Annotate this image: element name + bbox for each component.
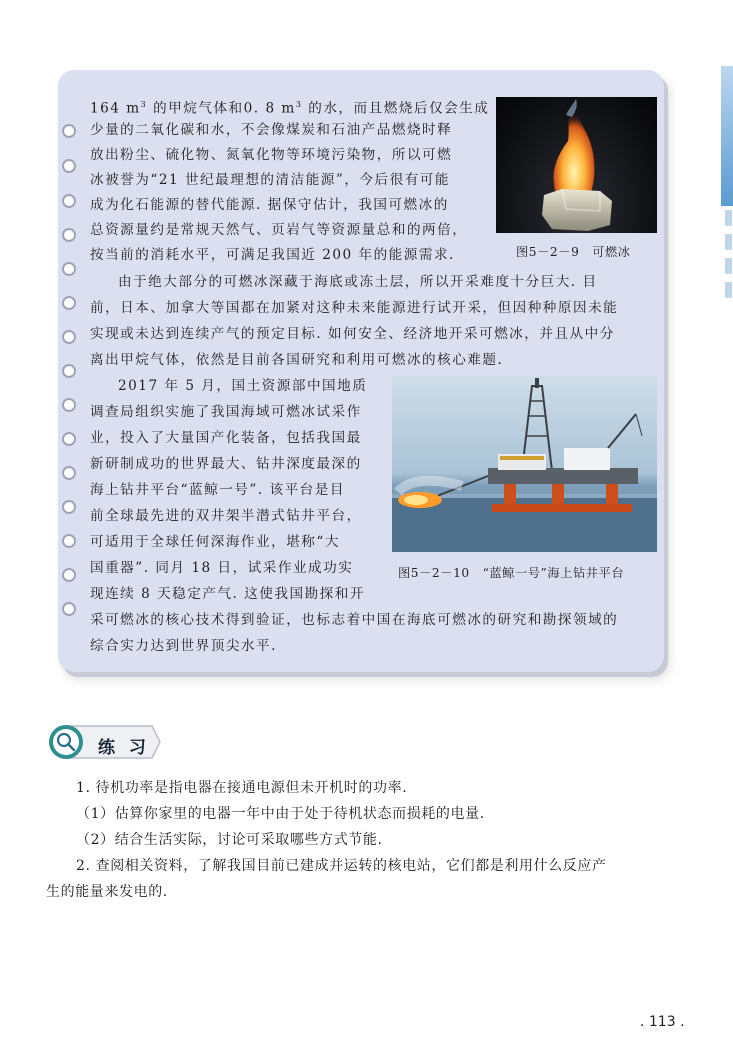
para3-line: 现连续 8 天稳定产气. 这使我国勘探和开 — [90, 586, 365, 602]
binder-ring — [62, 228, 76, 242]
para1-line: 放出粉尘、硫化物、氮氧化物等环境污染物，所以可燃 — [90, 147, 453, 163]
para1-line: 冰被誉为“21 世纪最理想的清洁能源”，今后很有可能 — [90, 172, 450, 188]
figure-caption: 图5－2－9 可燃冰 — [516, 245, 631, 259]
exercise-line: （1）估算你家里的电器一年中由于处于待机状态而损耗的电量. — [76, 806, 485, 822]
binder-ring — [62, 159, 76, 173]
para1-line: 少量的二氧化碳和水，不会像煤炭和石油产品燃烧时释 — [90, 122, 453, 138]
drilling-platform-photo — [392, 376, 657, 552]
binder-ring — [62, 466, 76, 480]
exercise-line: 2. 查阅相关资料，了解我国目前已建成并运转的核电站，它们都是利用什么反应产 — [76, 858, 607, 874]
para3-line: 采可燃冰的核心技术得到验证，也标志着中国在海底可燃冰的研究和勘探领域的 — [90, 612, 619, 628]
para3-line: 调查局组织实施了我国海域可燃冰试采作 — [90, 404, 362, 420]
para3-line: 2017 年 5 月，国土资源部中国地质 — [118, 378, 368, 394]
binder-ring — [62, 432, 76, 446]
para1-line: 按当前的消耗水平，可满足我国近 200 年的能源需求. — [90, 247, 455, 263]
para1-line: 164 $m^3$ 的甲烷气体和0. 8 $m^3$ 的水，而且燃烧后仅会生成 — [90, 100, 490, 117]
exercise-title: 练 习 — [98, 738, 150, 758]
para3-line: 综合实力达到世界顶尖水平. — [90, 638, 277, 654]
binder-ring — [62, 500, 76, 514]
para2-line: 前，日本、加拿大等国都在加紧对这种未来能源进行试开采，但因种种原因未能 — [90, 300, 619, 316]
binder-ring — [62, 330, 76, 344]
binder-ring — [62, 602, 76, 616]
para2-line: 离出甲烷气体，依然是目前各国研究和利用可燃冰的核心难题. — [90, 352, 504, 368]
exercise-line: （2）结合生活实际，讨论可采取哪些方式节能. — [76, 832, 383, 848]
binder-ring — [62, 262, 76, 276]
figure-caption: 图5－2－10 “蓝鲸一号”海上钻井平台 — [398, 566, 625, 580]
chapter-edge-marks — [725, 206, 733, 318]
binder-ring — [62, 124, 76, 138]
chapter-edge-tab — [721, 66, 733, 206]
exercise-line: 1. 待机功率是指电器在接通电源但未开机时的功率. — [76, 780, 408, 796]
para3-line: 海上钻井平台“蓝鲸一号”. 该平台是目 — [90, 482, 345, 498]
page-number: . 113 . — [640, 1014, 685, 1030]
binder-ring — [62, 194, 76, 208]
binder-ring — [62, 534, 76, 548]
para2-line: 实现或未达到连续产气的预定目标. 如何安全、经济地开采可燃冰，并且从中分 — [90, 326, 615, 342]
para3-line: 国重器”. 同月 18 日，试采作业成功实 — [90, 560, 354, 576]
para3-line: 新研制成功的世界最大、钻井深度最深的 — [90, 456, 362, 472]
para2-line: 由于绝大部分的可燃冰深藏于海底或冻土层，所以开采难度十分巨大. 目 — [118, 274, 598, 290]
binder-ring — [62, 296, 76, 310]
para3-line: 可适用于全球任何深海作业，堪称“大 — [90, 534, 340, 550]
binder-ring — [62, 398, 76, 412]
binder-ring — [62, 364, 76, 378]
para1-line: 成为化石能源的替代能源. 据保守估计，我国可燃冰的 — [90, 197, 449, 213]
exercise-line: 生的能量来发电的. — [46, 884, 168, 900]
para1-line: 总资源量约是常规天然气、页岩气等资源量总和的两倍， — [90, 222, 468, 238]
para3-line: 前全球最先进的双井架半潜式钻井平台， — [90, 508, 362, 524]
combustible-ice-photo — [496, 97, 657, 233]
para3-line: 业，投入了大量国产化装备，包括我国最 — [90, 430, 362, 446]
binder-ring — [62, 568, 76, 582]
